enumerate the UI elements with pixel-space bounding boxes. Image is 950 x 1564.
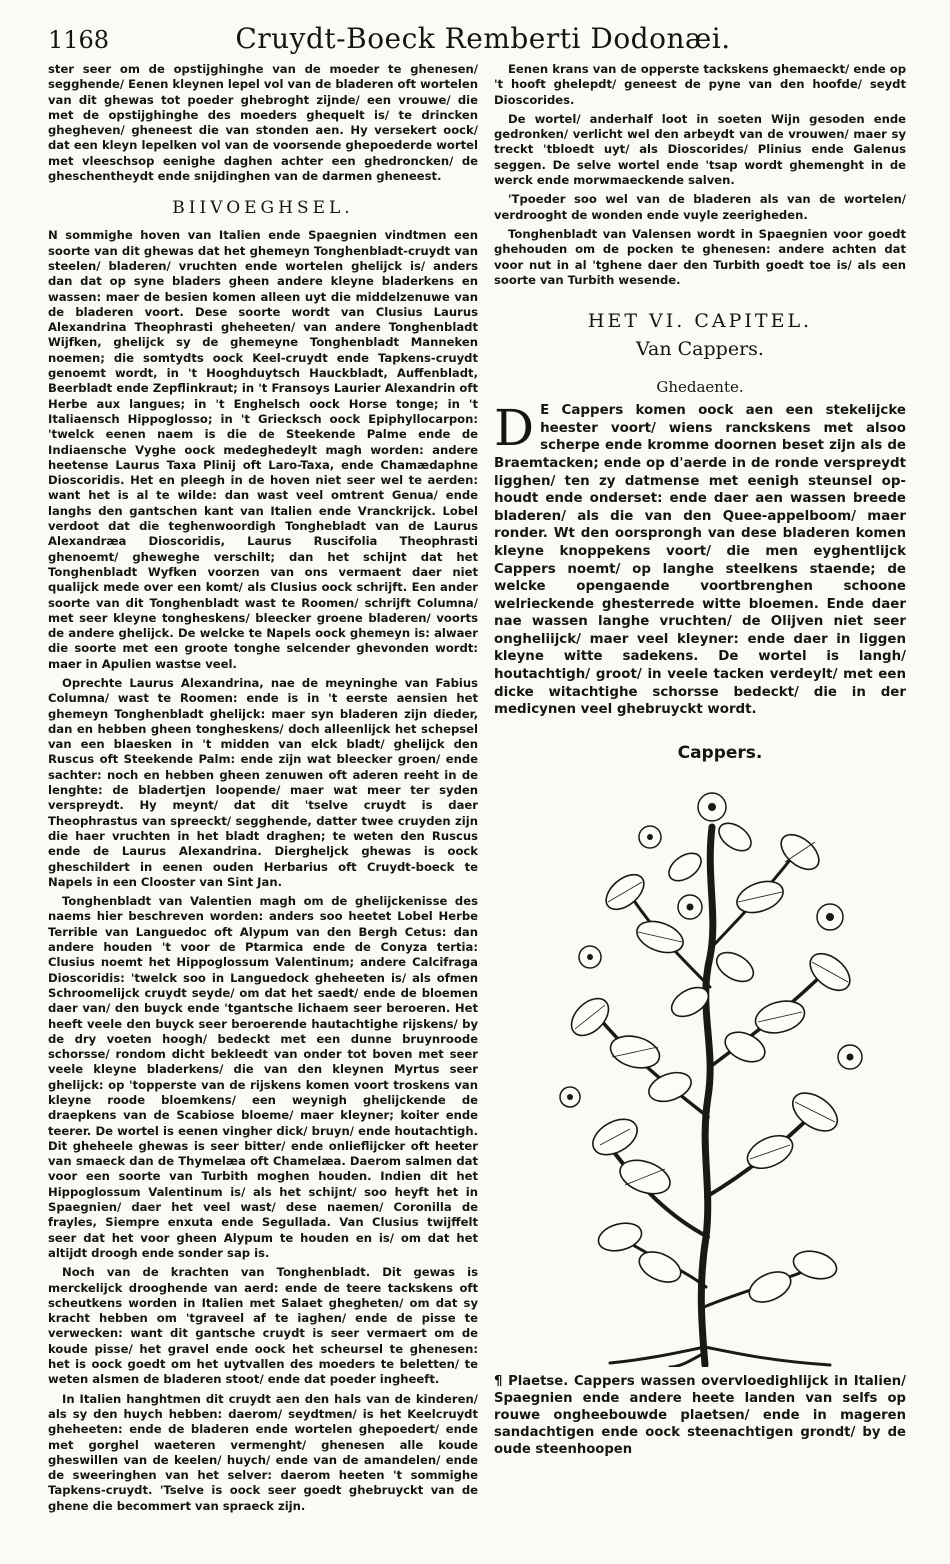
page-header xyxy=(48,20,918,60)
paragraph: In Italien hanghtmen dit cruydt aen den hals van de kinderen/ als sy den huych hebben: daerom/ seydtmen/ is het Keelcruydt gheheeten: ende de bladeren ende wortelen ghepoedert/ ende met gorghel waeteren vermenght/ ghenesen alle koude gheswillen van de keelen/ huych/ ende van de amandelen/ ende de sweeringhen van het selver: daerom heeten 't sommighe Tapkens-cruydt. 'Tselve is oock seer goedt ghebruyckt van de ghene die becommert van spraeck zijn. xyxy=(48,1391,478,1513)
paragraph: Tonghenbladt van Valentien magh om de ghelijckenisse des naems hier beschreven worden: anders soo heetet Lobel Herbe Terrible van Languedoc oft Alypum van den Bergh Cetus: dan andere houden 't voor de Ptarmica ende de Conyza tertia: Clusius noemt het Hippoglossum Valentinum; andere Calcifraga Dioscoridis: 'twelck soo in Languedock gheheeten is/ als ofmen Schroomelijck cruydt seyde/ om dat het saedt/ ende de bloemen daer van/ den buyck ende 'tgantsche lichaem seer beroeren. Het heeft veele den buyck seer beroerende hautachtighe rijskens/ by de dry voeten hoogh/ bedeckt met een dunne bruynroode schorsse/ rondom dicht bekleedt van onder tot boven met seer veele kleyne bladerkens/ die van den kleynen Myrtus seer ghelijck: op 'topperste van de rijskens komen voort troskens van kleyne roode bloemkens/ een weynigh ghelijckende de draepkens van de Scabiose bloeme/ maer kleyner; koiter ende teerer. De wortel is eenen vingher dick/ bruyn/ ende houtachtigh. Dit gheheele ghewas is seer bitter/ ende onlieflijcker oft heeter van smaeck dan de Thymelæa oft Chamelæa. Daerom salmen dat voor een soorte van Turbith moghen houden. Indien dit het Hippoglossum Valentinum is/ als het schijnt/ soo heyft het in Spaegnien/ daer het veel wast/ dese naemen/ Coronilla de frayles, Siempre enxuta ende Segullada. Van Clusius twijffelt seer dat het voor gheen Alypum te houden en is/ om dat het altijdt droogh ende sonder sap is. xyxy=(48,894,478,1260)
paragraph: 'Tpoeder soo wel van de bladeren als van de wortelen/ verdrooght de wonden ende vuyle zeerigheden. xyxy=(494,192,906,222)
drop-cap: D xyxy=(494,399,535,458)
plaetse-paragraph: ¶ Plaetse. Cappers wassen overvloedighlijck in Italien/ Spaegnien ende andere heete landen van selfs op rouwe ongheebouwde plaetsen/ ende in mageren sandachtigen ende oock steenachtigen grondt/ by de oude steenhoopen xyxy=(494,1373,906,1457)
left-column xyxy=(48,62,478,1532)
plaetse-section xyxy=(494,1373,906,1458)
figure-caption: Cappers. xyxy=(677,742,763,763)
opening-paragraph: ster seer om de opstijghinghe van de moeder te ghenesen/ segghende/ Eenen kleynen lepel vol van de bladeren oft wortelen van dit ghewas tot poeder ghebroght zijnde/ een vrouwe/ die met de opstijghinghe des moeders ghequelt is/ te drincken ghegheven/ gheneest die van stonden aen. Hy versekert oock/ dat een kleyn lepelken vol van de voorsende ghepoederde wortel met vleeschsop eenighe daghen achter een ghedroncken/ de gheschentheydt ende snijdinghen van de darmen gheneest. xyxy=(48,62,478,184)
right-column xyxy=(494,62,906,1532)
page-number: 1168 xyxy=(48,26,110,54)
paragraph: N sommighe hoven van Italien ende Spaegnien vindtmen een soorte van dit ghewas dat het ghemeyn Tonghenbladt-cruydt van steelen/ bladeren/ vruchten ende wortelen ghelijck is/ anders dan dat op syne bladers gheen andere kleyne bladerkens en wassen: maer de besien komen alleen uyt die middelzenuwe van de bladeren voort. Dese soorte wordt van Clusius Laurus Alexandrina Theophrasti gheheeten/ van andere Tonghenbladt Wijfken, ghelijck sy de ghemeyne Tonghenbladt Manneken noemen; die somtydts oock Keel-cruydt ende Tapkens-cruydt genoemt wordt, in 't Hooghduytsch Hauckbladt, Auffenbladt, Beerbladt ende Zepflinkraut; in 't Fransoys Laurier Alexandrin oft Herbe aux langues; in 't Enghelsch oock Horse tonge; in 't Italiaensch Hippoglosso; in 't Griecksch oock Epiphyllocarpon: 'twelck eenen naem is die de Steekende Palme ende de Indiaensche Vyghe oock medeghedeylt magh worden: andere heetense Laurus Taxa Plinij oft Laro-Taxa, ende Chamædaphne Dioscoridis. Het en pleegh in de hoven niet seer wel te aerden: want het is al te wilde: dan wast veel omtrent Genua/ ende langhs den gantschen kant van Italien ende Vranckrijck. Lobel verdoot dat die teghenwoordigh Tonghebladt van de Laurus Alexandræa Dioscoridis, Laurus Ruscifolia Theophrasti ghenoemt/ gheweghe verschilt; dan het schijnt dat het Tonghenbladt Wyfken voorzen van ons vermaent daer niet qualijck mede over een komt/ als Clusius oock schrijft. Een ander soorte van dit Tonghenbladt wast te Roomen/ schrijft Columna/ met seer kleyne tongheskens/ bleecker groene bladeren/ voorts de andere ghelijck. De welcke te Napels oock ghemeyn is: alwaer die soorte met een groote tonghe selcender ghevonden wordt: maer in Apulien wastse veel. xyxy=(48,228,478,671)
paragraph: Noch van de krachten van Tonghenbladt. Dit gewas is merckelijck drooghende van aerd: ende de teere tackskens oft scheutkens worden in Italien met Salaet ghegheten/ om dat sy kracht hebben om 'tgraveel af te iaghen/ ende de pisse te verwecken: want dit gantsche cruydt is seer vermaert om de koude pisse/ het gravel ende oock het scheursel te ghenesen: het is oock goedt om het uytvallen des moeders te beletten/ te weten alsmen de bladeren stoot/ ende dat poeder ingheeft. xyxy=(48,1265,478,1387)
chapter-heading: HET VI. CAPITEL. xyxy=(587,310,813,333)
paragraph: De wortel/ anderhalf loot in soeten Wijn gesoden ende gedronken/ verlicht wel den arbeydt van de vrouwen/ maer sy treckt 'tbloedt uyt/ als Dioscorides/ Plinius ende Galenus seggen. De selve wortel ende 'tsap wordt ghemenght in de werck ende morwmaeckende salven. xyxy=(494,111,906,188)
paragraph: Tonghenbladt van Valensen wordt in Spaegnien voor goedt ghehouden om de pocken te ghenesen: andere achten dat voor nut in al 'tghene daer den Turbith goedt toe is/ als een soorte van Turbith wesende. xyxy=(494,226,906,287)
description-block xyxy=(494,399,906,719)
paragraph: Oprechte Laurus Alexandrina, nae de meyninghe van Fabius Columna/ wast te Roomen: ende is in 't eerste aensien het ghemeyn Tonghenbladt ghelijck: maer syn bladeren zijn dieder, dan en hebben gheen tongheskens/ doch alleenlijck het schepsel van een blaesken in 't midden van elck bladt/ ghelijck den Ruscus oft Steekende Palm: ende zijn wat bleecker groen/ ende sachter: noch en hebben gheen zenuwen oft aderen reeht in de lenghte: de bladertjen loopende/ maer wat meer ter syden verspreydt. Hy meynt/ dat dit 'tselve cruydt is daer Theophrastus van spreeckt/ segghende, datter twee cruyden zijn die haer vruchten in het bladt draghen; te weten den Ruscus ende de Laurus Alexandrina. Diergheljck ghewas is oock gheschildert in eenen ouden Herbarius oft Cruydt-boeck te Napels in een Clooster van Sint Jan. xyxy=(48,675,478,889)
subsection-heading: Ghedaente. xyxy=(656,378,744,397)
caper-woodcut-illustration xyxy=(530,767,880,1367)
paragraph: Eenen krans van de opperste tackskens ghemaeckt/ ende op 't hooft ghelepdt/ geneest de pyne van den hoofde/ seydt Dioscorides. xyxy=(494,62,906,107)
description-paragraph: E Cappers komen oock aen een stekelijcke heester voort/ wiens ranckskens met alsoo scherpe ende kromme doornen beset zijn als de Braemtacken; ende op d'aerde in de ronde verspreydt ligghen/ ten zy datmense met eenigh steunsel op-houdt ende onderset: ende daer aen wassen breede bladeren/ als die van den Quee-appelboom/ maer ronder. Wt den oorsprongh van dese bladeren komen kleyne knoppekens voort/ die men eyghentlijck Cappers noemt/ op langhe steelkens staende; de welcke opengaende voortbrenghen schoone welrieckende ghesterrede witte bloemen. Ende daer nae wassen langhe vruchten/ de Olijven niet seer ongheliijck/ maer veel kleyner: ende daer in liggen kleyne witte sadekens. De wortel is langh/ houtachtigh/ groot/ in veele tacken verdeylt/ met een dicke witachtighe schorsse bedeckt/ die in der medicynen veel ghebruyckt wordt. xyxy=(494,403,906,718)
running-title: Cruydt-Boeck Remberti Dodonæi. xyxy=(235,22,731,55)
section-heading: BIIVOEGHSEL. xyxy=(172,198,354,219)
chapter-subtitle: Van Cappers. xyxy=(636,338,764,361)
